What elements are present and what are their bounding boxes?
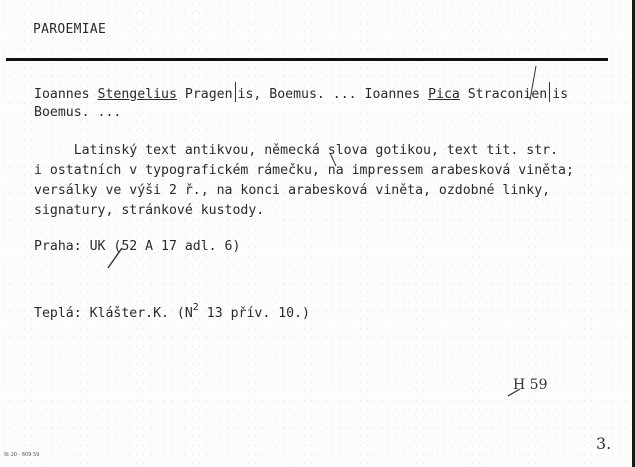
location-praha: Praha: UK (52 A 17 adl. 6) xyxy=(34,239,241,254)
card-heading: PAROEMIAE xyxy=(33,22,107,37)
author-stengelius: Stengelius xyxy=(97,87,177,102)
desc-line-3: versálky ve výši 2 ř., na konci arabesková viněta, ozdobné linky, xyxy=(34,183,551,198)
desc-line-2: i ostatních v typografickém rámečku, na impressem arabesková viněta; xyxy=(34,163,574,178)
author-pica: Pica xyxy=(428,87,460,102)
title-line-2: Boemus. ... xyxy=(34,105,122,120)
card-footer: St 20 · 609 59 xyxy=(4,452,40,458)
title-line-1: Ioannes Stengelius Pragen is, Boemus. ... Ioannes Pica Straconien is xyxy=(34,82,568,102)
page-mark: 3. xyxy=(596,434,612,453)
desc-line-4: signatury, stránkové kustody. xyxy=(34,203,265,218)
location-tepla: Teplá: Klášter.K. ($N^2$ 13 přív. 10.) xyxy=(34,302,310,321)
desc-line-1: Latinský text antikvou, německá slova gotikou, text tit. str. xyxy=(34,143,559,158)
shelf-signature: H 59 xyxy=(513,377,548,393)
